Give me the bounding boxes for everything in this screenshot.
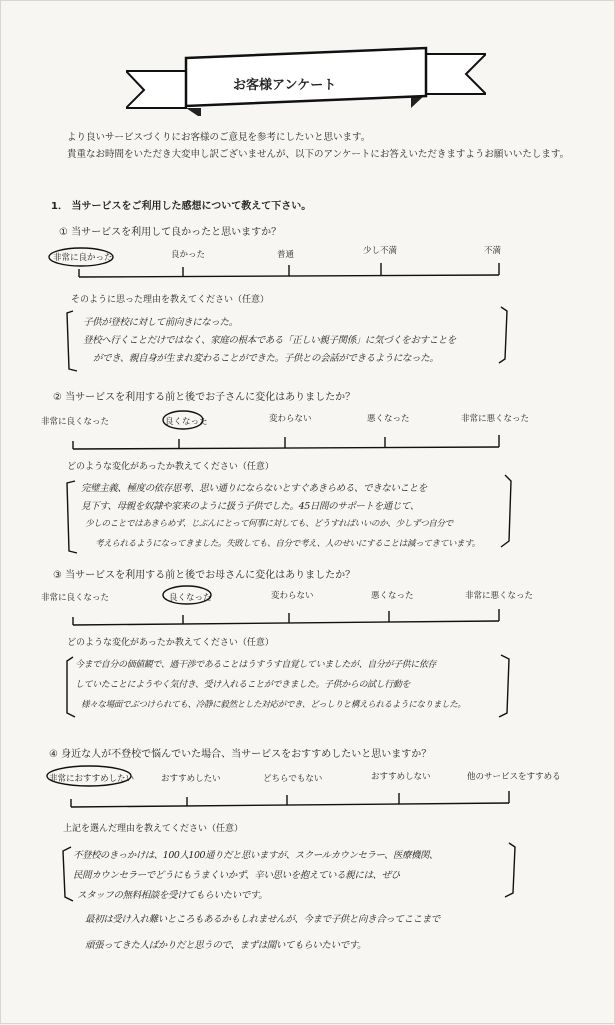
q1-option-2[interactable]: 良かった — [171, 250, 206, 260]
q2-answer-line-1: 完璧主義、極度の依存思考、思い通りにならないとすぐあきらめる、できないことを — [81, 483, 427, 494]
q3-option-3[interactable]: 変わらない — [271, 591, 314, 601]
intro-line-1: より良いサービスづくりにお客様のご意見を参考にしたいと思います。 — [67, 132, 371, 143]
q2-option-4[interactable]: 悪くなった — [367, 414, 410, 424]
q1-reason-label: そのように思った理由を教えてください（任意） — [71, 295, 270, 305]
q2-option-2[interactable]: 良くなった — [165, 417, 208, 427]
q4-scale-line — [71, 803, 509, 807]
q1-question: ① 当サービスを利用して良かったと思いますか？ — [59, 227, 282, 238]
q4-answer-line-5: 頑張ってきた人ばかりだと思うので、まずは聞いてもらいたいです。 — [85, 940, 367, 951]
q2-reason-label: どのような変化があったか教えてください（任意） — [67, 462, 274, 472]
q4-option-3[interactable]: どちらでもない — [263, 774, 323, 784]
q1-answer-line-1: 子供が登校に対して前向きになった。 — [83, 317, 238, 328]
q3-option-5[interactable]: 非常に悪くなった — [465, 591, 534, 601]
q2-answer-line-3: 少しのことではあきらめず、じぶんにとって何事に対しても、どうすればいいのか、少しずつ自分で — [85, 519, 453, 529]
q3-scale-line — [73, 621, 499, 625]
q4-answer-line-3: スタッフの無料相談を受けてもらいたいです。 — [77, 890, 268, 901]
q4-answer-line-4: 最初は受け入れ難いところもあるかもしれませんが、今まで子供と向き合ってここまで — [85, 914, 440, 925]
q4-answer-line-1: 不登校のきっかけは、100人100通りだと思いますが、スクールカウンセラー、医療機関、 — [73, 850, 438, 861]
q3-answer-line-3: 様々な場面でぶつけられても、冷静に毅然とした対応ができ、どっしりと構えられるようになりました。 — [81, 700, 466, 710]
q1-answer-line-2: 登校へ行くことだけではなく、家庭の根本である「正しい親子関係」に気づくをおすことを — [83, 335, 456, 346]
q2-question: ② 当サービスを利用する前と後でお子さんに変化はありましたか？ — [53, 392, 356, 403]
q3-option-1[interactable]: 非常に良くなった — [41, 593, 110, 603]
intro-line-2: 貴重なお時間をいただき大変申し訳ございませんが、以下のアンケートにお答えいただきますようお願いいたします。 — [67, 149, 570, 160]
survey-title: お客様アンケート — [233, 78, 337, 93]
q4-option-5[interactable]: 他のサービスをすすめる — [467, 772, 561, 782]
q2-option-3[interactable]: 変わらない — [269, 414, 312, 424]
q1-option-4[interactable]: 少し不満 — [363, 246, 398, 256]
q3-reason-label: どのような変化があったか教えてください（任意） — [67, 638, 274, 648]
section-1-title: 1． 当サービスをご利用した感想について教えて下さい。 — [51, 201, 312, 212]
q1-answer-line-3: ができ、親自身が生まれ変わることができた。子供との会話ができるようになった。 — [93, 353, 439, 364]
q4-option-2[interactable]: おすすめしたい — [161, 774, 221, 784]
q2-option-1[interactable]: 非常に良くなった — [41, 417, 110, 427]
q4-option-4[interactable]: おすすめしない — [371, 772, 431, 782]
q1-option-1[interactable]: 非常に良かった — [53, 253, 113, 263]
q1-scale-line — [79, 275, 499, 277]
q3-question: ③ 当サービスを利用する前と後でお母さんに変化はありましたか？ — [53, 570, 356, 581]
q1-option-3[interactable]: 普通 — [277, 250, 295, 260]
q1-option-5[interactable]: 不満 — [484, 246, 502, 256]
q4-option-1[interactable]: 非常におすすめしたい — [49, 774, 135, 784]
q2-answer-line-2: 見下す、母親を奴隷や家来のように扱う子供でした。45日間のサポートを通じて、 — [81, 501, 419, 512]
q4-reason-label: 上記を選んだ理由を教えてください（任意） — [63, 824, 244, 834]
q3-answer-line-2: していたことにようやく気付き、受け入れることができました。子供からの試し行動を — [75, 680, 411, 690]
q3-option-4[interactable]: 悪くなった — [371, 591, 414, 601]
q4-question: ④ 身近な人が不登校で悩んでいた場合、当サービスをおすすめしたいと思いますか？ — [49, 749, 432, 760]
q4-answer-line-2: 民間カウンセラーでどうにもうまくいかず、辛い思いを抱えている親には、ぜひ — [73, 870, 400, 881]
q2-option-5[interactable]: 非常に悪くなった — [461, 414, 530, 424]
q2-scale-line — [73, 447, 499, 449]
q3-option-2[interactable]: 良くなった — [169, 593, 212, 603]
q2-answer-line-4: 考えられるようになってきました。失敗しても、自分で考え、人のせいにすることは減ってきています。 — [95, 539, 480, 549]
q3-answer-line-1: 今まで自分の価値観で、過干渉であることはうすうす自覚していましたが、自分が子供に依存 — [75, 660, 437, 670]
